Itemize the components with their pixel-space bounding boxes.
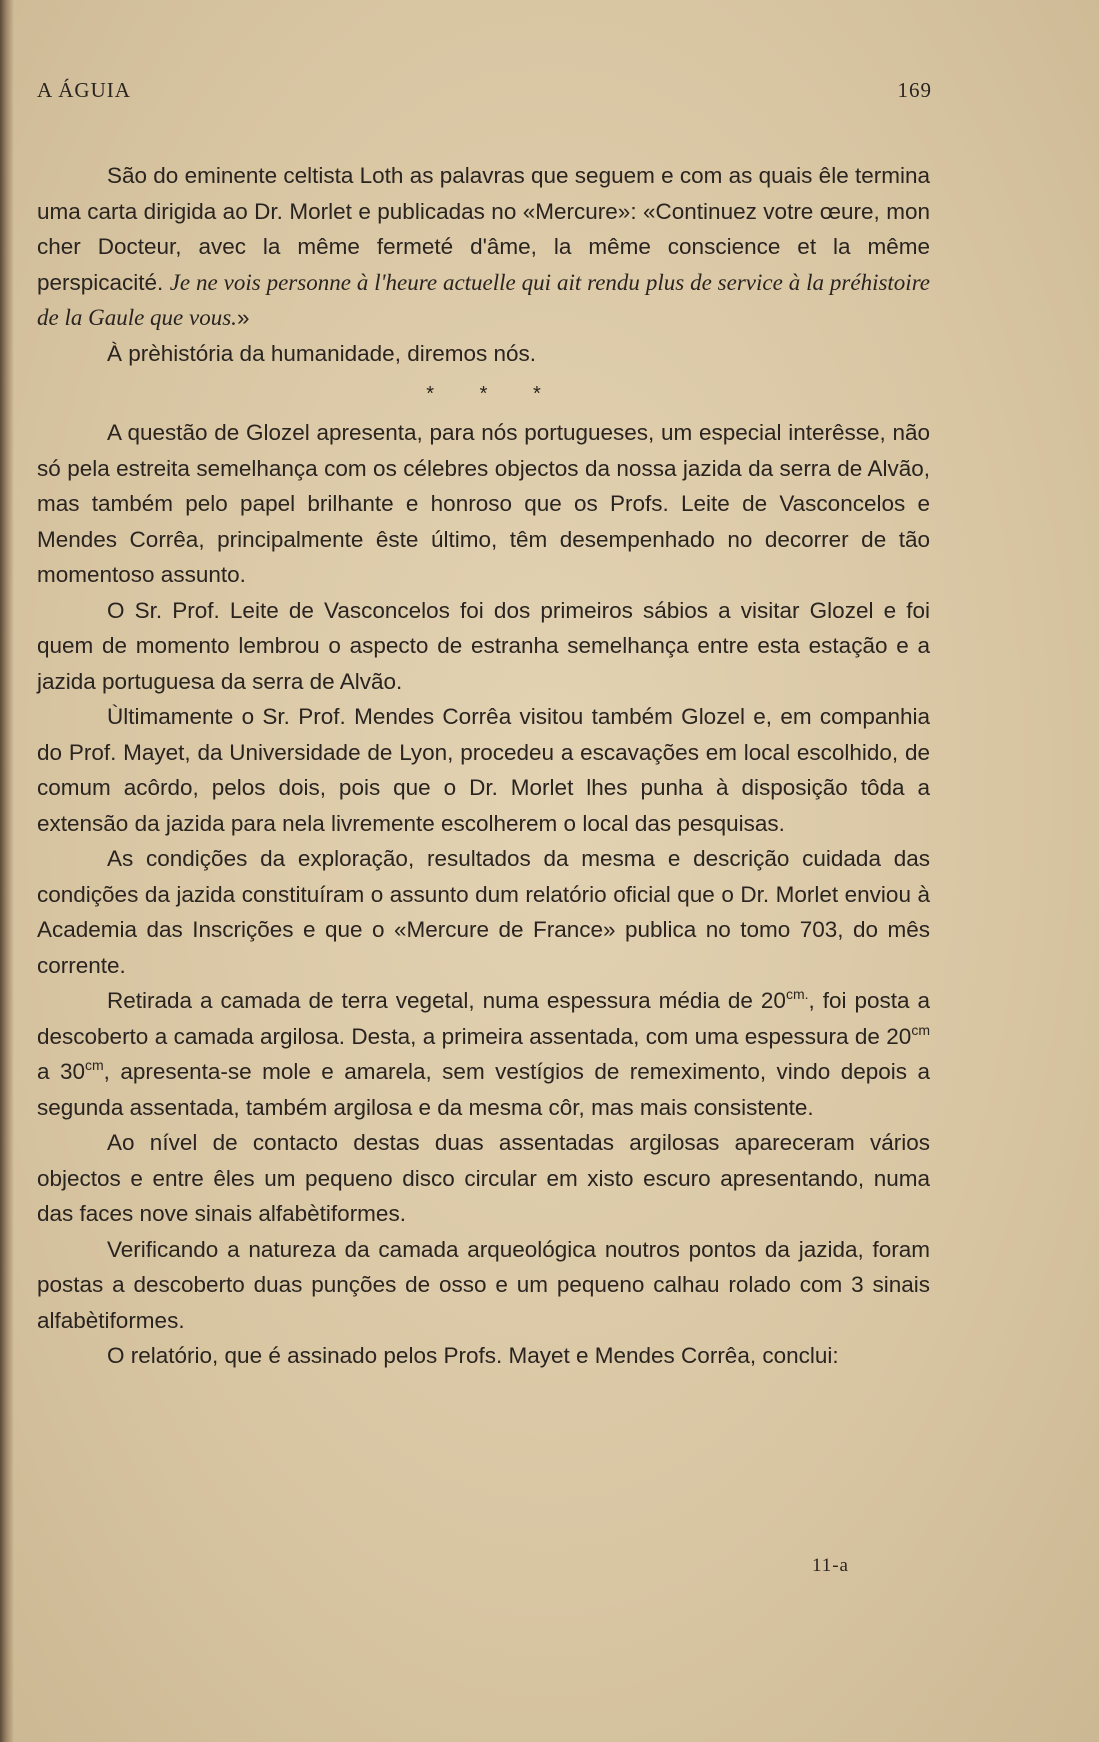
- clay-text-d: , apresenta-se mole e amarela, sem vestígios de remeximento, vindo depois a segunda assentada, também argilosa e da mesma côr, mas mais consistente.: [37, 1059, 930, 1120]
- paragraph-prehistoria: À prèhistória da humanidade, diremos nós.: [107, 340, 536, 366]
- page-number: 169: [897, 78, 932, 102]
- article-body: [37, 158, 930, 1374]
- section-separator: * * *: [426, 383, 561, 405]
- unit-superscript: cm: [911, 1021, 930, 1038]
- unit-superscript: cm.: [785, 986, 809, 1002]
- clay-text-b: , foi posta a descoberto a camada argilosa. Desta, a primeira assentada, com uma espessura de 20: [37, 988, 931, 1049]
- paragraph-clay-layer: [37, 983, 930, 1125]
- printer-signature: 11-a: [811, 1555, 849, 1576]
- clay-text-c: a 30: [37, 1059, 85, 1084]
- paragraph-exploration-conditions: As condições da exploração, resultados da mesma e descrição cuidada das condições da jazida constituíram o assunto dum relatório oficial que o Dr. Morlet enviou à Academia das Inscrições e que o «Mercure de France» publica no tomo 703, do mês corrente.: [37, 846, 930, 978]
- unit-superscript: cm: [84, 1057, 104, 1073]
- running-head: [37, 78, 932, 103]
- paragraph-contact-level: Ao nível de contacto destas duas assentadas argilosas apareceram vários objectos e entre êles um pequeno disco circular em xisto escuro apresentando, numa das faces nove sinais alfabètiformes.: [37, 1130, 930, 1226]
- journal-title: A ÁGUIA: [37, 78, 131, 102]
- page-binding-edge: [0, 0, 14, 1742]
- quote-text: São do eminente celtista Loth as palavras que seguem e com as quais êle termina uma carta dirigida ao Dr. Morlet e publicadas no «Mercure»: «Continuez votre œure, mon cher Docteur, avec la même fermeté d'âme, la même conscience et la même perspicacité.: [37, 163, 930, 295]
- quote-close: »: [236, 305, 250, 330]
- clay-text-a: Retirada a camada de terra vegetal, numa espessura média de 20: [107, 988, 786, 1013]
- paragraph-leite-vasconcelos: O Sr. Prof. Leite de Vasconcelos foi dos primeiros sábios a visitar Glozel e foi quem de momento lembrou o aspecto de estranha semelhança entre esta estação e a jazida portuguesa da serra de Alvão.: [37, 597, 930, 694]
- paragraph-report-conclusion: O relatório, que é assinado pelos Profs. Mayet e Mendes Corrêa, conclui:: [107, 1343, 839, 1368]
- paragraph-verification: Verificando a natureza da camada arqueológica noutros pontos da jazida, foram postas a descoberto duas punções de osso e um pequeno calhau rolado com 3 sinais alfabètiformes.: [37, 1236, 930, 1333]
- paragraph-mendes-correa: Ùltimamente o Sr. Prof. Mendes Corrêa visitou também Glozel e, em companhia do Prof. Mayet, da Universidade de Lyon, procedeu a escavações em local escolhido, de comum acôrdo, pelos dois, pois que o Dr. Morlet lhes punha à disposição tôda a extensão da jazida para nela livremente escolherem o local das pesquisas.: [37, 704, 930, 836]
- paragraph-glozel-question: A questão de Glozel apresenta, para nós portugueses, um especial interêsse, não só pela estreita semelhança com os célebres objectos da nossa jazida da serra de Alvão, mas também pelo papel brilhante e honroso que os Profs. Leite de Vasconcelos e Mendes Corrêa, principalmente êste último, têm desempenhado no decorrer de tão momentoso assunto.: [37, 420, 930, 587]
- paragraph-loth-quote: [37, 158, 930, 336]
- quote-italic-text: Je ne vois personne à l'heure actuelle qui ait rendu plus de service à la préhistoire de la Gaule que vous.: [37, 269, 930, 330]
